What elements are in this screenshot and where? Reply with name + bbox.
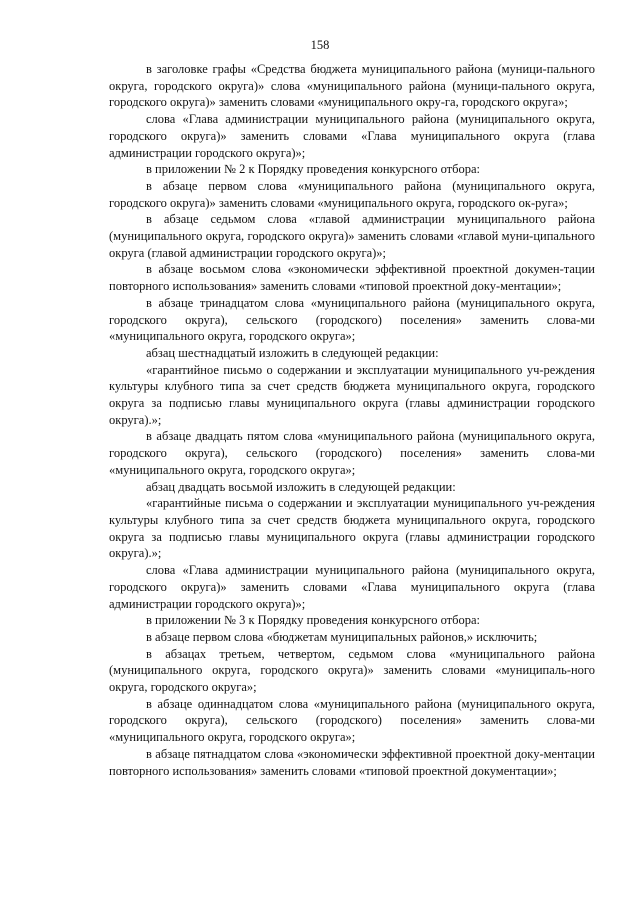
paragraph: в приложении № 2 к Порядку проведения конкурсного отбора: bbox=[146, 162, 481, 177]
paragraph: в абзаце первом слова «бюджетам муниципальных районов,» исключить; bbox=[146, 629, 538, 644]
paragraph: в абзаце восьмом слова «экономически эффективной проектной докумен-тации повторного использования» заменить словами «типовой проектной доку-ментации»; bbox=[109, 262, 595, 294]
document-body bbox=[109, 61, 595, 779]
paragraph: в абзацах третьем, четвертом, седьмом слова «муниципального района (муниципального округа, городского округа)» заменить словами «муниципаль-ного округа, городского округа»; bbox=[109, 646, 595, 695]
page-number: 158 bbox=[310, 38, 330, 52]
paragraph: в абзаце тринадцатом слова «муниципального района (муниципального округа, городского округа), сельского (городского) поселения» заменить слова-ми «муниципального округа, городского округа»; bbox=[109, 295, 595, 344]
paragraph: в абзаце пятнадцатом слова «экономически эффективной проектной доку-ментации повторного использования» заменить словами «типовой проектной документации»; bbox=[109, 746, 595, 778]
paragraph: в абзаце двадцать пятом слова «муниципального района (муниципального округа, городского округа), сельского (городского) поселения» заменить слова-ми «муниципального округа, городского округа»; bbox=[109, 429, 595, 477]
paragraph: в абзаце одиннадцатом слова «муниципального района (муниципального округа, городского округа), сельского (городского) поселения» заменить слова-ми «муниципального округа, городского округа»; bbox=[109, 696, 595, 745]
paragraph: слова «Глава администрации муниципального района (муниципального округа, городского округа)» заменить словами «Глава муниципального округа (глава администрации городского округа)»; bbox=[109, 112, 595, 160]
paragraph: абзац шестнадцатый изложить в следующей редакции: bbox=[146, 345, 439, 360]
paragraph: в абзаце первом слова «муниципального района (муниципального округа, городского округа)» заменить словами «муниципального округа, городского ок-руга»; bbox=[109, 178, 595, 210]
paragraph: слова «Глава администрации муниципального района (муниципального округа, городского округа)» заменить словами «Глава муниципального округа (глава администрации городского округа)»; bbox=[109, 563, 595, 611]
paragraph: «гарантийное письмо о содержании и эксплуатации муниципального уч-реждения культуры клубного типа за счет средств бюджета муниципального округа, городского округа за подписью главы муниципального округа (главы администрации городского округа).»; bbox=[109, 362, 595, 427]
paragraph: в абзаце седьмом слова «главой администрации муниципального района (муниципального округа, городского округа)» заменить словами «главой муни-ципального округа (главой администрации городского округа)»; bbox=[109, 212, 595, 260]
paragraph: в заголовке графы «Средства бюджета муниципального района (муници-пального округа, городского округа)» слова «муниципального района (муници-пального округа, городского округа)» заменить словами «муниципального окру-га, городского округа»; bbox=[109, 62, 595, 110]
paragraph: в приложении № 3 к Порядку проведения конкурсного отбора: bbox=[146, 613, 481, 628]
paragraph: «гарантийные письма о содержании и эксплуатации муниципального уч-реждения культуры клубного типа за счет средств бюджета муниципального округа, городского округа за подписью главы муниципального округа (главы администрации городского округа).»; bbox=[109, 496, 595, 561]
paragraph: абзац двадцать восьмой изложить в следующей редакции: bbox=[146, 479, 456, 494]
